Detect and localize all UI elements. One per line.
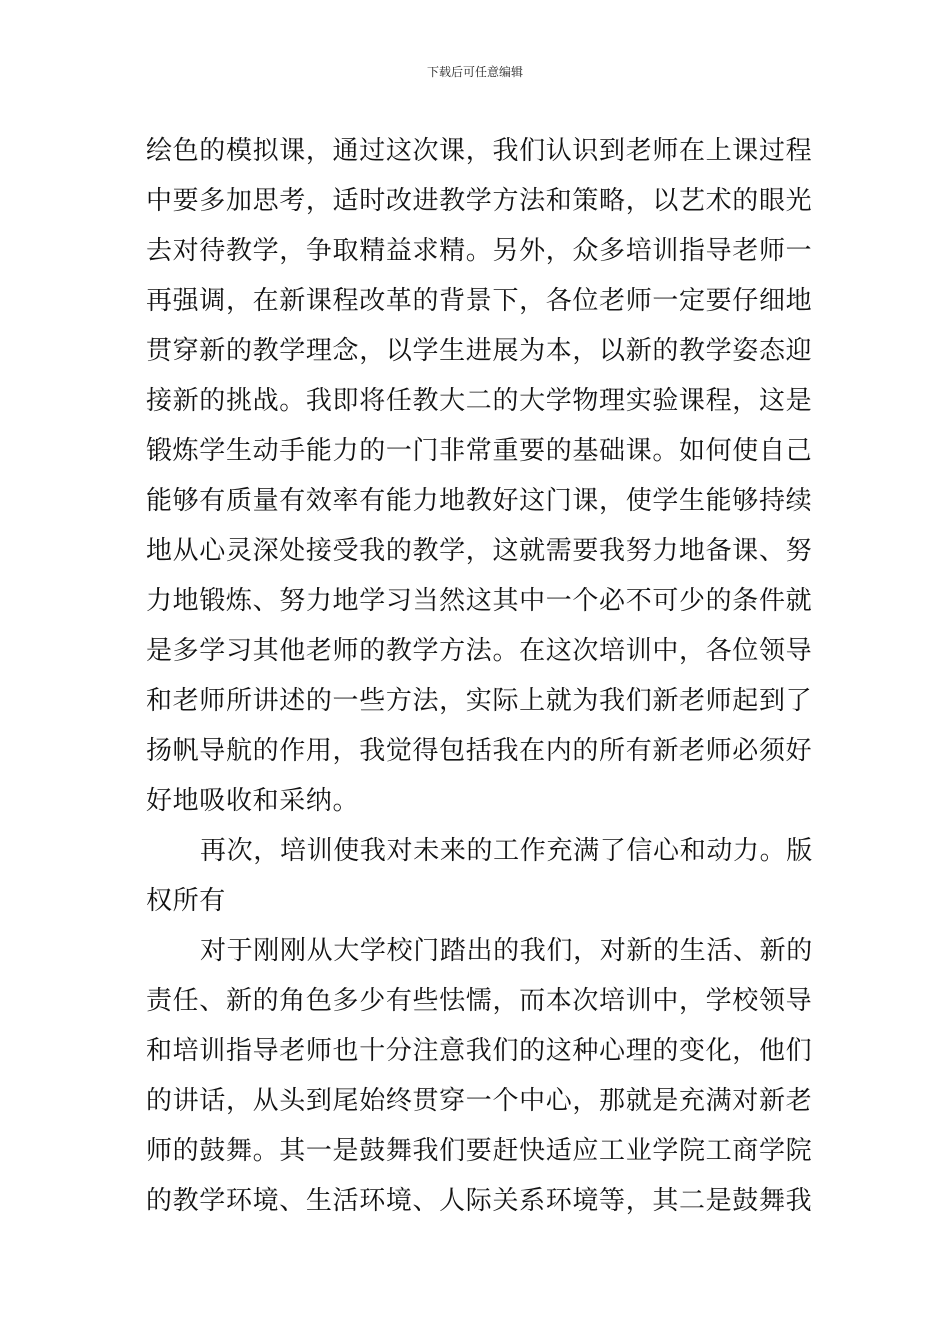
page-header: 下载后可任意编辑 bbox=[426, 65, 523, 79]
text-line: 责任、新的角色多少有些怯懦，而本次培训中，学校领导 bbox=[146, 986, 813, 1016]
text-line: 贯穿新的教学理念，以学生进展为本，以新的教学姿态迎 bbox=[146, 336, 813, 366]
text-line: 能够有质量有效率有能力地教好这门课，使学生能够持续 bbox=[146, 486, 813, 516]
text-line: 再次，培训使我对未来的工作充满了信心和动力。版 bbox=[200, 836, 813, 866]
document-body bbox=[146, 126, 811, 1226]
text-line: 锻炼学生动手能力的一门非常重要的基础课。如何使自己 bbox=[146, 436, 813, 466]
text-line: 地从心灵深处接受我的教学，这就需要我努力地备课、努 bbox=[146, 536, 813, 566]
text-line: 是多学习其他老师的教学方法。在这次培训中，各位领导 bbox=[146, 636, 813, 666]
text-line: 力地锻炼、努力地学习当然这其中一个必不可少的条件就 bbox=[146, 586, 813, 616]
text-line: 和培训指导老师也十分注意我们的这种心理的变化，他们 bbox=[146, 1036, 813, 1066]
text-line: 对于刚刚从大学校门踏出的我们，对新的生活、新的 bbox=[200, 936, 813, 966]
text-line: 师的鼓舞。其一是鼓舞我们要赶快适应工业学院工商学院 bbox=[146, 1136, 813, 1166]
text-line: 绘色的模拟课，通过这次课，我们认识到老师在上课过程 bbox=[146, 136, 813, 166]
text-line: 扬帆导航的作用，我觉得包括我在内的所有新老师必须好 bbox=[146, 736, 813, 766]
text-line: 的教学环境、生活环境、人际关系环境等，其二是鼓舞我 bbox=[146, 1186, 813, 1216]
text-line: 权所有 bbox=[146, 886, 226, 916]
text-line: 的讲话，从头到尾始终贯穿一个中心，那就是充满对新老 bbox=[146, 1086, 813, 1116]
text-line: 再强调，在新课程改革的背景下，各位老师一定要仔细地 bbox=[146, 286, 813, 316]
text-line: 和老师所讲述的一些方法，实际上就为我们新老师起到了 bbox=[146, 686, 813, 716]
text-line: 去对待教学，争取精益求精。另外，众多培训指导老师一 bbox=[146, 236, 813, 266]
text-line: 中要多加思考，适时改进教学方法和策略，以艺术的眼光 bbox=[146, 186, 813, 216]
text-line: 好地吸收和采纳。 bbox=[146, 786, 360, 816]
text-line: 接新的挑战。我即将任教大二的大学物理实验课程，这是 bbox=[146, 386, 813, 416]
